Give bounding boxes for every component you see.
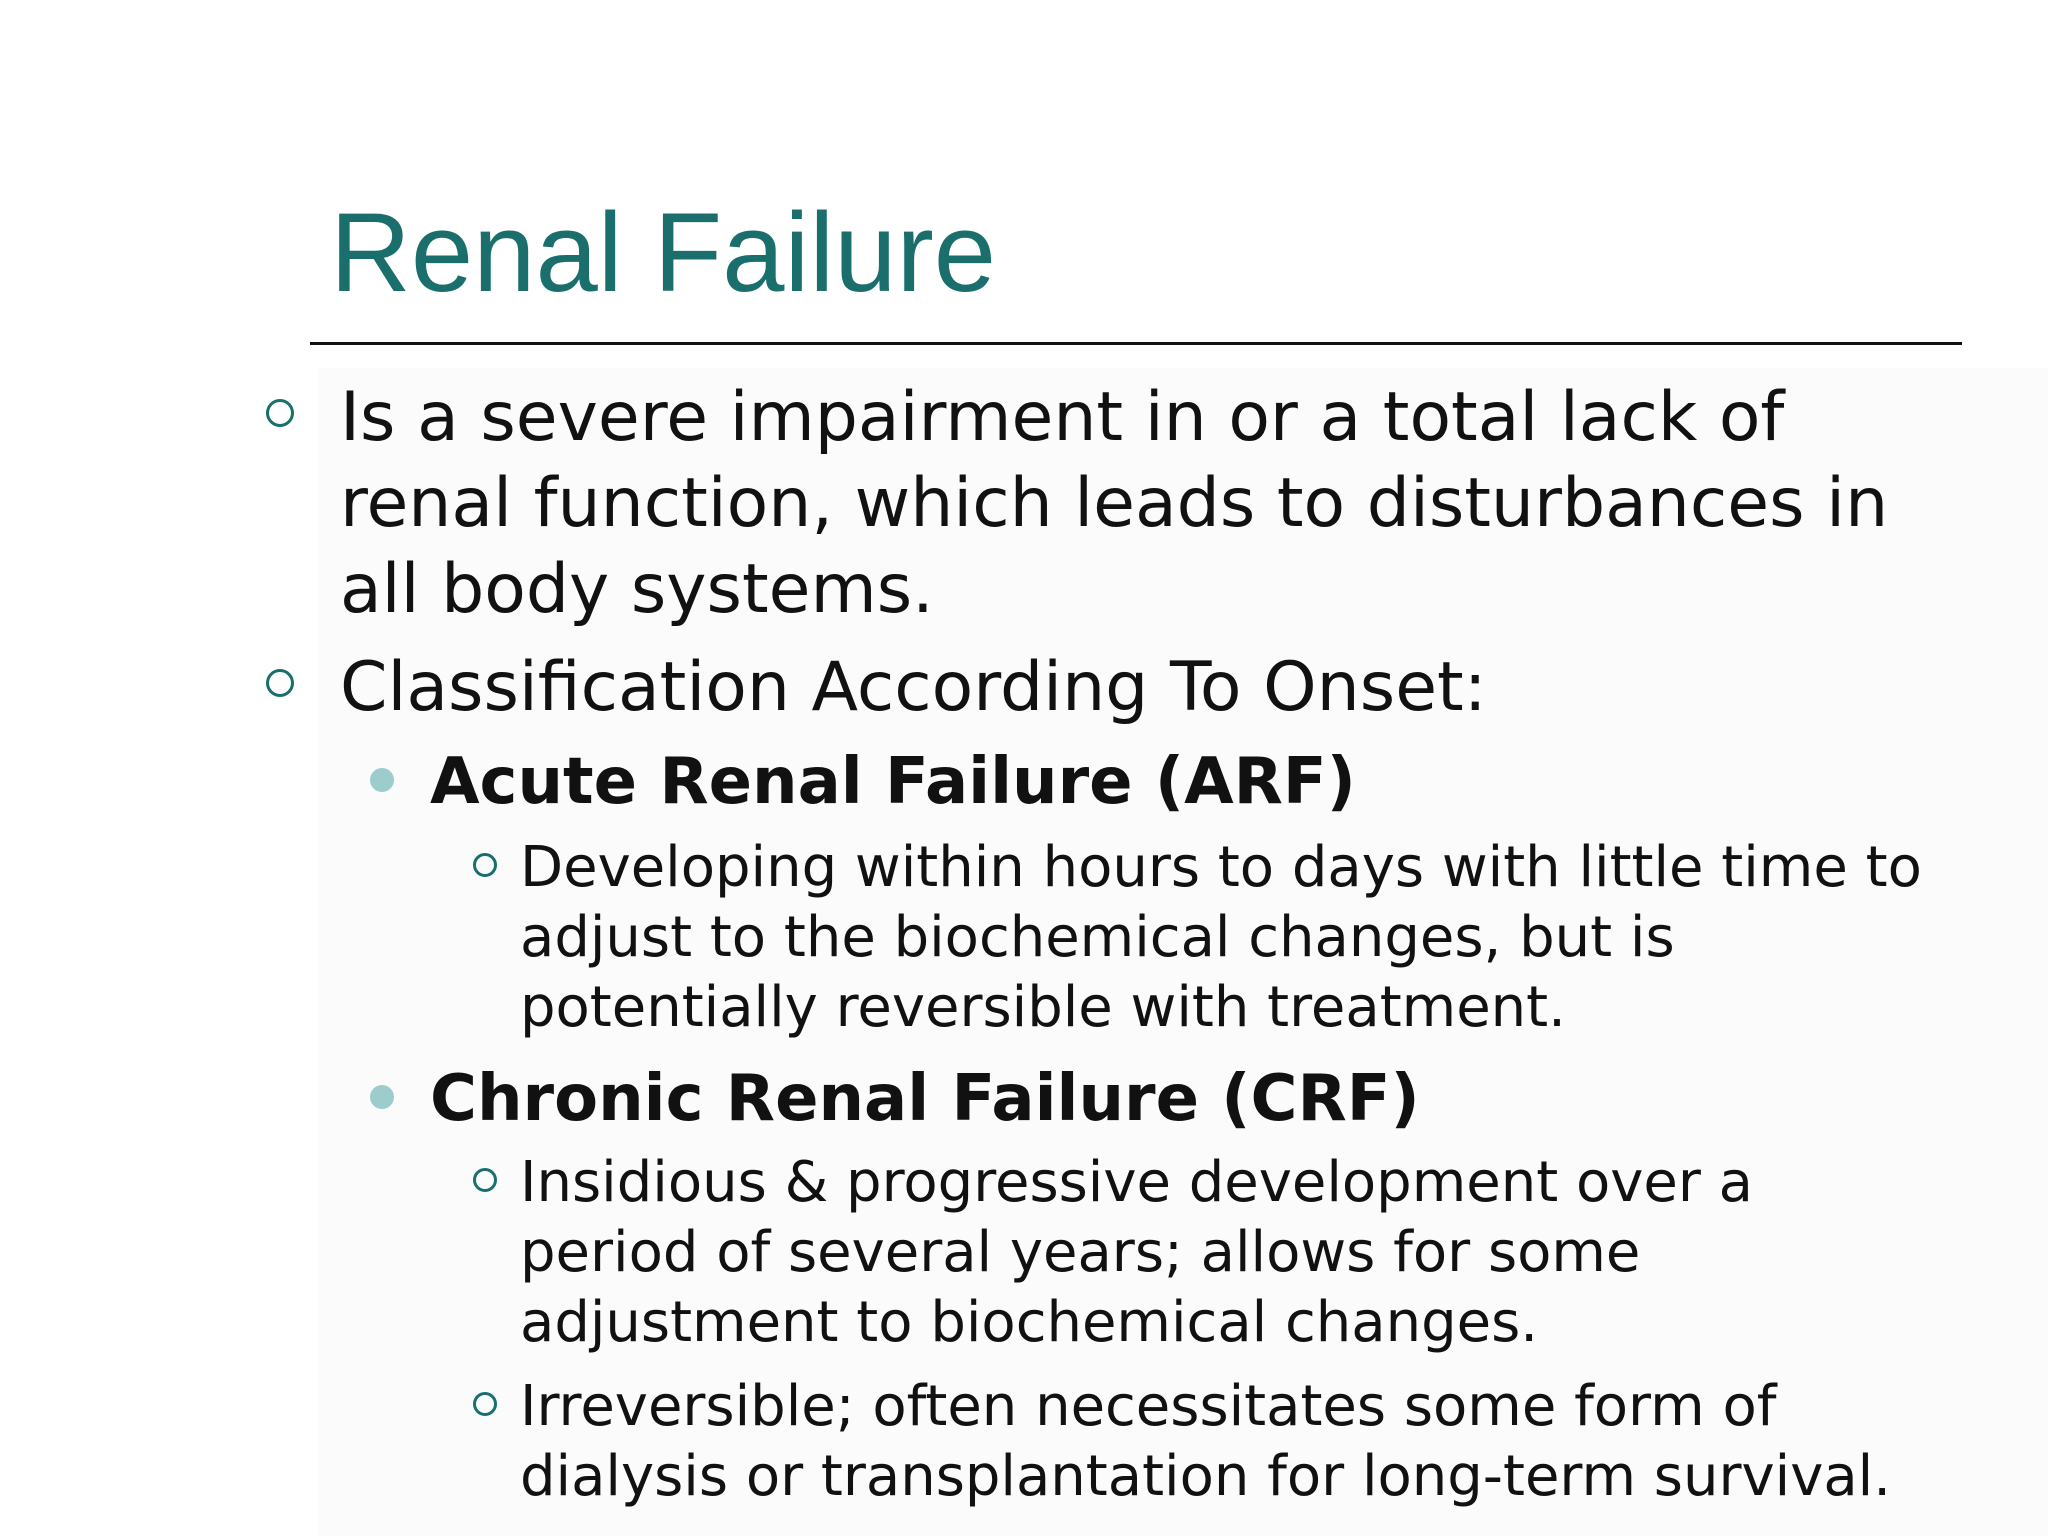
hollow-circle-bullet-icon [473, 1168, 497, 1192]
hollow-circle-bullet-icon [473, 853, 497, 877]
hollow-circle-bullet-icon [266, 399, 294, 427]
bullet-classification [340, 645, 1487, 731]
point-line: adjustment to biochemical changes. [520, 1290, 1539, 1355]
crf-heading: Chronic Renal Failure (CRF) [430, 1062, 1420, 1136]
arf-heading: Acute Renal Failure (ARF) [430, 745, 1356, 819]
bullet-line: all body systems. [340, 550, 934, 629]
point-line: Insidious & progressive development over a [520, 1150, 1753, 1215]
crf-point [520, 1148, 1753, 1358]
point-line: period of several years; allows for some [520, 1220, 1641, 1285]
bullet-line: Classification According To Onset: [340, 648, 1487, 727]
point-line: dialysis or transplantation for long-term survival. [520, 1444, 1892, 1509]
point-line: Irreversible; often necessitates some form of [520, 1374, 1777, 1439]
point-line: adjust to the biochemical changes, but is [520, 905, 1675, 970]
point-line: potentially reversible with treatment. [520, 975, 1566, 1040]
arf-point [520, 833, 1922, 1043]
hollow-circle-bullet-icon [266, 669, 294, 697]
bullet-line: renal function, which leads to disturbances in [340, 464, 1889, 543]
title-divider [310, 342, 1962, 345]
slide-title: Renal Failure [330, 190, 997, 315]
bullet-definition [340, 375, 1888, 633]
bullet-line: Is a severe impairment in or a total lack of [340, 378, 1785, 457]
point-line: Developing within hours to days with little time to [520, 835, 1922, 900]
crf-point [520, 1372, 1891, 1512]
filled-dot-bullet-icon [370, 1085, 394, 1109]
filled-dot-bullet-icon [370, 768, 394, 792]
hollow-circle-bullet-icon [473, 1392, 497, 1416]
